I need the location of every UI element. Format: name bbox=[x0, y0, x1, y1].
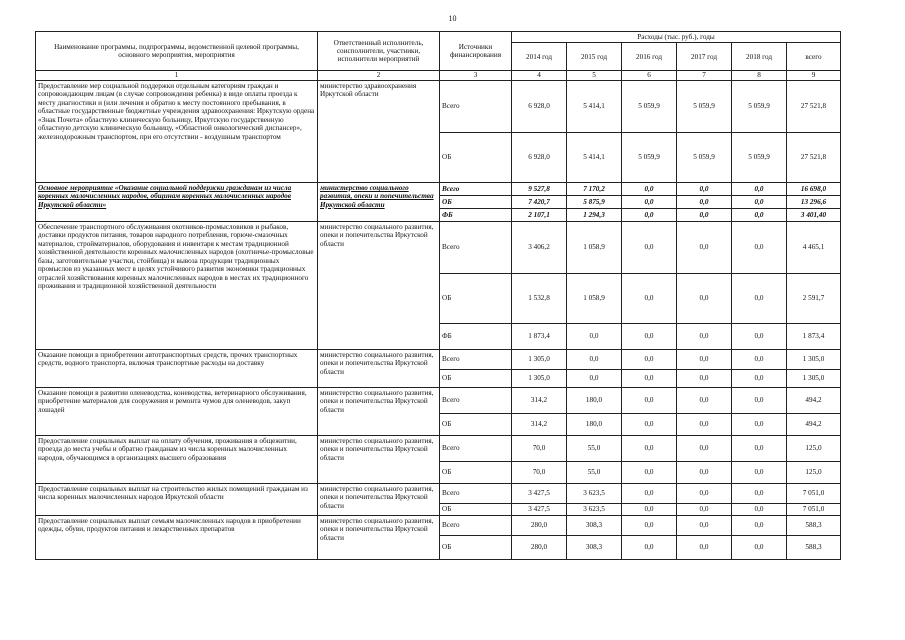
value-cell: 3 406,2 bbox=[512, 221, 567, 273]
total-cell: 27 521,8 bbox=[787, 132, 841, 182]
header-year: 2015 год bbox=[567, 43, 622, 71]
value-cell: 3 427,5 bbox=[512, 483, 567, 503]
value-cell: 0,0 bbox=[732, 461, 787, 483]
column-index: 4 bbox=[512, 71, 567, 80]
executor-cell: министерство социального развития, опеки и попечительства Иркутской области bbox=[318, 182, 440, 221]
source-cell: Всего bbox=[440, 182, 512, 195]
value-cell: 1 305,0 bbox=[512, 349, 567, 369]
value-cell: 280,0 bbox=[512, 535, 567, 559]
page-number: 10 bbox=[448, 14, 457, 23]
value-cell: 180,0 bbox=[567, 387, 622, 413]
event-name-cell: Основное мероприятие «Оказание социальной поддержки гражданам из числа коренных малочисленных народов, общинам коренных малочисленных народов Иркутской области» bbox=[36, 182, 318, 221]
value-cell: 0,0 bbox=[677, 413, 732, 435]
header-year: 2018 год bbox=[732, 43, 787, 71]
column-index: 7 bbox=[677, 71, 732, 80]
value-cell: 308,3 bbox=[567, 515, 622, 535]
value-cell: 5 059,9 bbox=[677, 132, 732, 182]
table-row bbox=[36, 387, 841, 413]
executor-cell: министерство социального развития, опеки и попечительства Иркутской области bbox=[318, 221, 440, 349]
source-cell: Всего bbox=[440, 515, 512, 535]
header-executor: Ответственный исполнитель, соисполнители, участники, исполнители мероприятий bbox=[318, 32, 440, 71]
value-cell: 70,0 bbox=[512, 435, 567, 461]
value-cell: 7 420,7 bbox=[512, 195, 567, 208]
value-cell: 5 875,9 bbox=[567, 195, 622, 208]
value-cell: 55,0 bbox=[567, 461, 622, 483]
column-index: 6 bbox=[622, 71, 677, 80]
source-cell: ОБ bbox=[440, 535, 512, 559]
value-cell: 0,0 bbox=[677, 208, 732, 221]
value-cell: 308,3 bbox=[567, 535, 622, 559]
executor-cell: министерство здравоохранения Иркутской области bbox=[318, 80, 440, 182]
value-cell: 0,0 bbox=[567, 323, 622, 349]
table-row bbox=[36, 483, 841, 503]
value-cell: 0,0 bbox=[622, 503, 677, 515]
value-cell: 0,0 bbox=[677, 273, 732, 323]
source-cell: Всего bbox=[440, 435, 512, 461]
source-cell: Всего bbox=[440, 483, 512, 503]
value-cell: 0,0 bbox=[622, 273, 677, 323]
value-cell: 0,0 bbox=[567, 349, 622, 369]
header-sources: Источники финансирования bbox=[440, 32, 512, 71]
value-cell: 0,0 bbox=[622, 413, 677, 435]
event-name-cell: Предоставление социальных выплат на строительство жилых помещений гражданам из числа коренных малочисленных народов Иркутской области bbox=[36, 483, 318, 515]
total-cell: 494,2 bbox=[787, 387, 841, 413]
value-cell: 0,0 bbox=[622, 435, 677, 461]
value-cell: 1 305,0 bbox=[512, 369, 567, 387]
table-row bbox=[36, 435, 841, 461]
value-cell: 3 623,5 bbox=[567, 483, 622, 503]
value-cell: 0,0 bbox=[622, 182, 677, 195]
event-name-cell: Обеспечение транспортного обслуживания охотников-промысловиков и рыбаков, доставки продуктов питания, товаров народного потребления, горюче-смазочных материалов, стройматериалов, оборудования и инвентаря к местам традиционной хозяйственной деятельности коренных малочисленных народов (охотничье-промысловые базы, заготовительные участки, стойбища) и вывоза продукции традиционных промыслов из указанных мест в целях устойчивого развития экономики традиционных отраслей хозяйствования коренных малочисленных народов в местах их традиционного проживания и традиционной хозяйственной деятельности bbox=[36, 221, 318, 349]
value-cell: 0,0 bbox=[677, 349, 732, 369]
total-cell: 1 305,0 bbox=[787, 349, 841, 369]
header-total: всего bbox=[787, 43, 841, 71]
value-cell: 0,0 bbox=[732, 387, 787, 413]
table-row bbox=[36, 221, 841, 273]
value-cell: 0,0 bbox=[732, 483, 787, 503]
source-cell: Всего bbox=[440, 80, 512, 132]
total-cell: 588,3 bbox=[787, 535, 841, 559]
total-cell: 125,0 bbox=[787, 461, 841, 483]
value-cell: 0,0 bbox=[732, 221, 787, 273]
header-name: Наименование программы, подпрограммы, ведомственной целевой программы, основного мероприятия, мероприятия bbox=[36, 32, 318, 71]
header-year: 2016 год bbox=[622, 43, 677, 71]
value-cell: 0,0 bbox=[732, 413, 787, 435]
value-cell: 0,0 bbox=[732, 535, 787, 559]
source-cell: ОБ bbox=[440, 132, 512, 182]
header-year: 2014 год bbox=[512, 43, 567, 71]
value-cell: 0,0 bbox=[732, 208, 787, 221]
value-cell: 6 928,0 bbox=[512, 132, 567, 182]
value-cell: 0,0 bbox=[622, 483, 677, 503]
value-cell: 314,2 bbox=[512, 387, 567, 413]
column-index: 2 bbox=[318, 71, 440, 80]
executor-cell: министерство социального развития, опеки и попечительства Иркутской области bbox=[318, 387, 440, 435]
executor-cell: министерство социального развития, опеки и попечительства Иркутской области bbox=[318, 515, 440, 559]
source-cell: ОБ bbox=[440, 413, 512, 435]
total-cell: 494,2 bbox=[787, 413, 841, 435]
total-cell: 13 296,6 bbox=[787, 195, 841, 208]
value-cell: 0,0 bbox=[732, 435, 787, 461]
value-cell: 6 928,0 bbox=[512, 80, 567, 132]
value-cell: 5 059,9 bbox=[677, 80, 732, 132]
value-cell: 5 059,9 bbox=[622, 80, 677, 132]
value-cell: 0,0 bbox=[732, 323, 787, 349]
executor-cell: министерство социального развития, опеки и попечительства Иркутской области bbox=[318, 483, 440, 515]
total-cell: 16 698,0 bbox=[787, 182, 841, 195]
value-cell: 5 059,9 bbox=[622, 132, 677, 182]
executor-cell: министерство социального развития, опеки и попечительства Иркутской области bbox=[318, 349, 440, 387]
column-index-row bbox=[36, 71, 841, 80]
value-cell: 0,0 bbox=[677, 182, 732, 195]
source-cell: Всего bbox=[440, 349, 512, 369]
value-cell: 0,0 bbox=[677, 503, 732, 515]
value-cell: 55,0 bbox=[567, 435, 622, 461]
source-cell: ОБ bbox=[440, 195, 512, 208]
source-cell: ОБ bbox=[440, 369, 512, 387]
value-cell: 0,0 bbox=[732, 182, 787, 195]
event-name-cell: Предоставление социальных выплат на оплату обучения, проживания в общежитии, проезда до места учебы и обратно гражданам из числа коренных малочисленных народов, обучающимся в организациях высшего образования bbox=[36, 435, 318, 483]
column-index: 9 bbox=[787, 71, 841, 80]
value-cell: 0,0 bbox=[732, 515, 787, 535]
total-cell: 2 591,7 bbox=[787, 273, 841, 323]
value-cell: 2 107,1 bbox=[512, 208, 567, 221]
value-cell: 0,0 bbox=[677, 461, 732, 483]
event-name-cell: Оказание помощи в приобретении автотранспортных средств, прочих транспортных средств, водного транспорта, включая транспортные расходы на доставку bbox=[36, 349, 318, 387]
value-cell: 0,0 bbox=[677, 195, 732, 208]
source-cell: Всего bbox=[440, 387, 512, 413]
column-index: 5 bbox=[567, 71, 622, 80]
total-cell: 4 465,1 bbox=[787, 221, 841, 273]
event-name-cell: Оказание помощи в развитии оленеводства, коневодства, ветеринарного обслуживания, приобретение материалов для сооружения и ремонта чумов для оленеводов, закуп лошадей bbox=[36, 387, 318, 435]
total-cell: 27 521,8 bbox=[787, 80, 841, 132]
value-cell: 0,0 bbox=[677, 483, 732, 503]
event-name-cell: Предоставление мер социальной поддержки отдельным категориям граждан и сопровождающим лицам (в случае сопровождения ребенка) в виде оплаты проезда к месту диагностики и (или лечения и обратно к месту постоянного пребывания, в областные государственные бюджетные учреждения здравоохранения: Иркутскую ордена «Знак Почета» областную клиническую больницу, Иркутскую государственную областную детскую клиническую больницу, «Областной онкологический диспансер», железнодорожным транспортом, при его отсутствии - воздушным транспортом bbox=[36, 80, 318, 182]
value-cell: 3 623,5 bbox=[567, 503, 622, 515]
table-row bbox=[36, 80, 841, 132]
value-cell: 0,0 bbox=[732, 349, 787, 369]
value-cell: 0,0 bbox=[567, 369, 622, 387]
value-cell: 3 427,5 bbox=[512, 503, 567, 515]
source-cell: ОБ bbox=[440, 273, 512, 323]
value-cell: 0,0 bbox=[622, 349, 677, 369]
total-cell: 7 051,0 bbox=[787, 503, 841, 515]
value-cell: 0,0 bbox=[622, 387, 677, 413]
value-cell: 0,0 bbox=[677, 369, 732, 387]
total-cell: 7 051,0 bbox=[787, 483, 841, 503]
value-cell: 9 527,8 bbox=[512, 182, 567, 195]
source-cell: ОБ bbox=[440, 461, 512, 483]
source-cell: ФБ bbox=[440, 208, 512, 221]
column-index: 3 bbox=[440, 71, 512, 80]
column-index: 1 bbox=[36, 71, 318, 80]
value-cell: 0,0 bbox=[677, 535, 732, 559]
value-cell: 0,0 bbox=[677, 387, 732, 413]
value-cell: 5 059,9 bbox=[732, 132, 787, 182]
value-cell: 5 414,1 bbox=[567, 132, 622, 182]
value-cell: 0,0 bbox=[677, 435, 732, 461]
table-row bbox=[36, 515, 841, 535]
value-cell: 1 058,9 bbox=[567, 273, 622, 323]
value-cell: 0,0 bbox=[622, 221, 677, 273]
value-cell: 1 058,9 bbox=[567, 221, 622, 273]
value-cell: 5 414,1 bbox=[567, 80, 622, 132]
value-cell: 314,2 bbox=[512, 413, 567, 435]
executor-cell: министерство социального развития, опеки и попечительства Иркутской области bbox=[318, 435, 440, 483]
value-cell: 0,0 bbox=[622, 195, 677, 208]
event-name-cell: Предоставление социальных выплат семьям малочисленных народов в приобретении одежды, обуви, продуктов питания и лекарственных препаратов bbox=[36, 515, 318, 559]
value-cell: 180,0 bbox=[567, 413, 622, 435]
column-index: 8 bbox=[732, 71, 787, 80]
value-cell: 0,0 bbox=[622, 515, 677, 535]
value-cell: 0,0 bbox=[622, 369, 677, 387]
value-cell: 0,0 bbox=[622, 208, 677, 221]
table-row bbox=[36, 349, 841, 369]
total-cell: 125,0 bbox=[787, 435, 841, 461]
source-cell: ОБ bbox=[440, 503, 512, 515]
total-cell: 588,3 bbox=[787, 515, 841, 535]
total-cell: 1 305,0 bbox=[787, 369, 841, 387]
value-cell: 0,0 bbox=[677, 515, 732, 535]
value-cell: 7 170,2 bbox=[567, 182, 622, 195]
value-cell: 5 059,9 bbox=[732, 80, 787, 132]
value-cell: 0,0 bbox=[622, 535, 677, 559]
header-year: 2017 год bbox=[677, 43, 732, 71]
value-cell: 280,0 bbox=[512, 515, 567, 535]
header-expenses: Расходы (тыс. руб.), годы bbox=[512, 32, 841, 43]
value-cell: 0,0 bbox=[732, 369, 787, 387]
table-row bbox=[36, 182, 841, 195]
total-cell: 1 873,4 bbox=[787, 323, 841, 349]
value-cell: 0,0 bbox=[677, 323, 732, 349]
value-cell: 0,0 bbox=[732, 503, 787, 515]
source-cell: Всего bbox=[440, 221, 512, 273]
value-cell: 0,0 bbox=[732, 195, 787, 208]
value-cell: 0,0 bbox=[622, 323, 677, 349]
value-cell: 70,0 bbox=[512, 461, 567, 483]
value-cell: 0,0 bbox=[677, 221, 732, 273]
value-cell: 0,0 bbox=[732, 273, 787, 323]
expenses-table bbox=[35, 31, 841, 560]
value-cell: 1 294,3 bbox=[567, 208, 622, 221]
value-cell: 1 873,4 bbox=[512, 323, 567, 349]
source-cell: ФБ bbox=[440, 323, 512, 349]
value-cell: 0,0 bbox=[622, 461, 677, 483]
value-cell: 1 532,8 bbox=[512, 273, 567, 323]
total-cell: 3 401,40 bbox=[787, 208, 841, 221]
